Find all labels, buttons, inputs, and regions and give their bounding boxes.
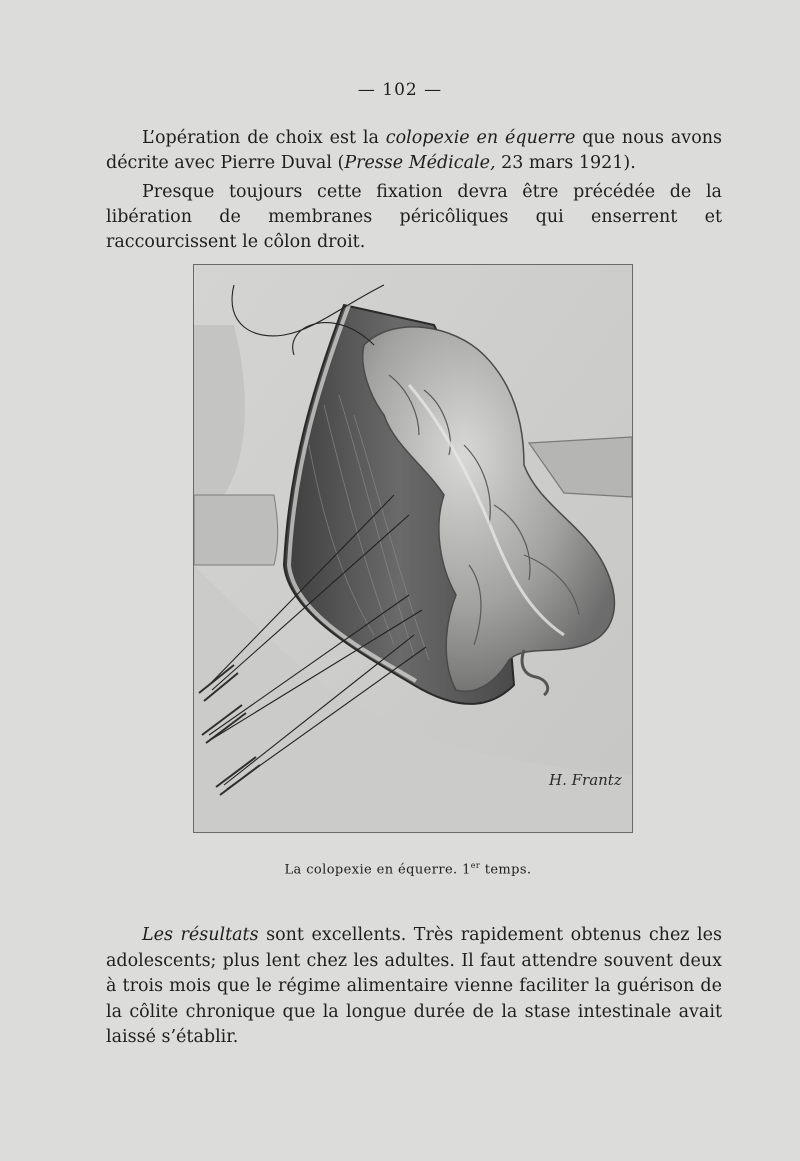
paragraph-resultats bbox=[106, 923, 722, 1051]
colopexie-drawing bbox=[194, 265, 632, 832]
paragraph-colopexie bbox=[106, 126, 722, 176]
caption-superscript: er bbox=[470, 861, 481, 870]
paragraph3-text: sont excellents. Très rapidement obtenus chez les adolescents; plus lent chez les adultes. Il faut attendre souvent deux à trois mois que le régime alimentaire vienne faciliter la guérison de la côlite chronique que la longue durée de la stase intestinale avait laissé s’établir. bbox=[106, 925, 722, 1047]
paragraph1-text-1: L’opération de choix est la bbox=[142, 128, 386, 148]
figure-caption bbox=[0, 861, 800, 877]
caption-tail: temps. bbox=[480, 862, 532, 878]
paragraph1-italic-journal: Presse Médicale, bbox=[344, 153, 496, 173]
paragraph1-italic-term: colopexie en équerre bbox=[385, 128, 576, 148]
page-number: — 102 — bbox=[357, 80, 443, 100]
paragraph-fixation bbox=[106, 180, 722, 255]
surgical-illustration bbox=[193, 264, 633, 833]
paragraph1-text-3: 23 mars 1921). bbox=[495, 153, 636, 173]
paragraph3-italic-lead: Les résultats bbox=[142, 925, 259, 945]
paragraph2-text: Presque toujours cette fixation devra être précédée de la libération de membranes péricôliques qui enserrent et raccourcissent le côlon droit. bbox=[106, 182, 722, 252]
artist-signature: H. Frantz bbox=[549, 771, 622, 789]
paragraph1-text-2: que nous avons décrite avec Pierre Duval ( bbox=[106, 128, 722, 173]
caption-text: La colopexie en équerre. 1 bbox=[284, 862, 471, 878]
